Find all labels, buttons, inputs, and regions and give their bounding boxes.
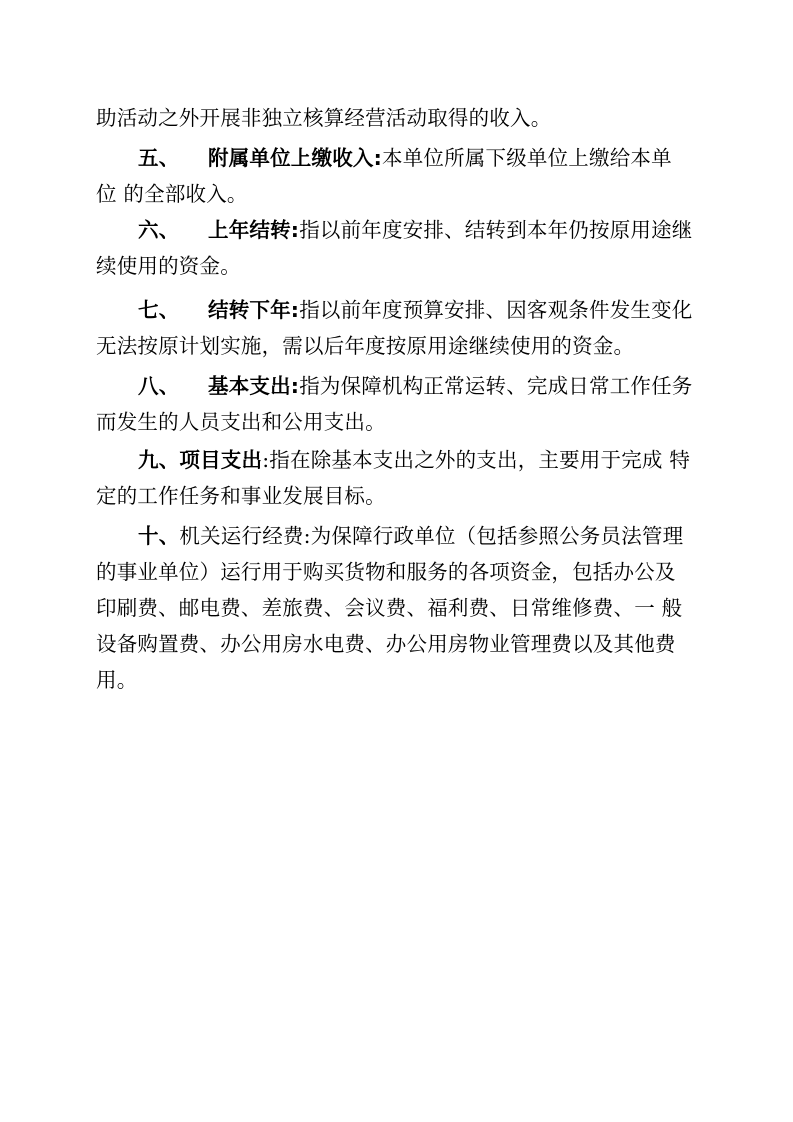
paragraph-continuation bbox=[96, 100, 696, 136]
paragraph-7 bbox=[96, 292, 696, 364]
term-label: 附属单位上缴收入: bbox=[208, 146, 382, 170]
text-line: 定的工作任务和事业发展目标。 bbox=[96, 484, 386, 508]
item-number: 六、 bbox=[138, 218, 180, 242]
text-line bbox=[96, 518, 696, 554]
text-line bbox=[96, 442, 696, 478]
term-label: 九、项目支出 bbox=[138, 448, 263, 472]
text-line: 助活动之外开展非独立核算经营活动取得的收入。 bbox=[96, 106, 552, 130]
text-line bbox=[96, 212, 696, 248]
text-line bbox=[96, 140, 696, 176]
paragraph-10 bbox=[96, 518, 696, 698]
text-line: 无法按原计划实施，需以后年度按原用途继续使用的资金。 bbox=[96, 334, 635, 358]
paragraph-9 bbox=[96, 442, 696, 514]
item-number: 八、 bbox=[138, 374, 180, 398]
paragraph-8 bbox=[96, 368, 696, 440]
definition-text: 指以前年度预算安排、因客观条件发生变化 bbox=[299, 298, 693, 322]
text-line: 续使用的资金。 bbox=[96, 254, 241, 278]
paragraph-6 bbox=[96, 212, 696, 284]
term-label: 基本支出: bbox=[208, 374, 300, 398]
text-line: 而发生的人员支出和公用支出。 bbox=[96, 410, 386, 434]
item-number: 十、 bbox=[138, 524, 180, 548]
definition-text: :指在除基本支出之外的支出，主要用于完成 特 bbox=[262, 448, 691, 472]
definition-text: 指以前年度安排、结转到本年仍按原用途继 bbox=[299, 218, 693, 242]
text-line: 的事业单位）运行用于购买货物和服务的各项资金，包括办公及 bbox=[96, 560, 676, 584]
text-line bbox=[96, 292, 696, 328]
term-label: 上年结转: bbox=[208, 218, 300, 242]
item-number: 七、 bbox=[138, 298, 180, 322]
text-line: 位 的全部收入。 bbox=[96, 182, 248, 206]
definition-text: 指为保障机构正常运转、完成日常工作任务 bbox=[299, 374, 693, 398]
definition-text: 本单位所属下级单位上缴给本单 bbox=[382, 146, 672, 170]
item-number: 五、 bbox=[138, 146, 180, 170]
definition-text: 机关运行经费:为保障行政单位（包括参照公务员法管理 bbox=[179, 524, 684, 548]
text-line bbox=[96, 368, 696, 404]
text-line: 设备购置费、办公用房水电费、办公用房物业管理费以及其他费 bbox=[96, 632, 676, 656]
paragraph-5 bbox=[96, 140, 696, 212]
text-line: 用。 bbox=[96, 668, 138, 692]
term-label: 结转下年: bbox=[208, 298, 300, 322]
text-line: 印刷费、邮电费、差旅费、会议费、福利费、日常维修费、一 般 bbox=[96, 596, 683, 620]
